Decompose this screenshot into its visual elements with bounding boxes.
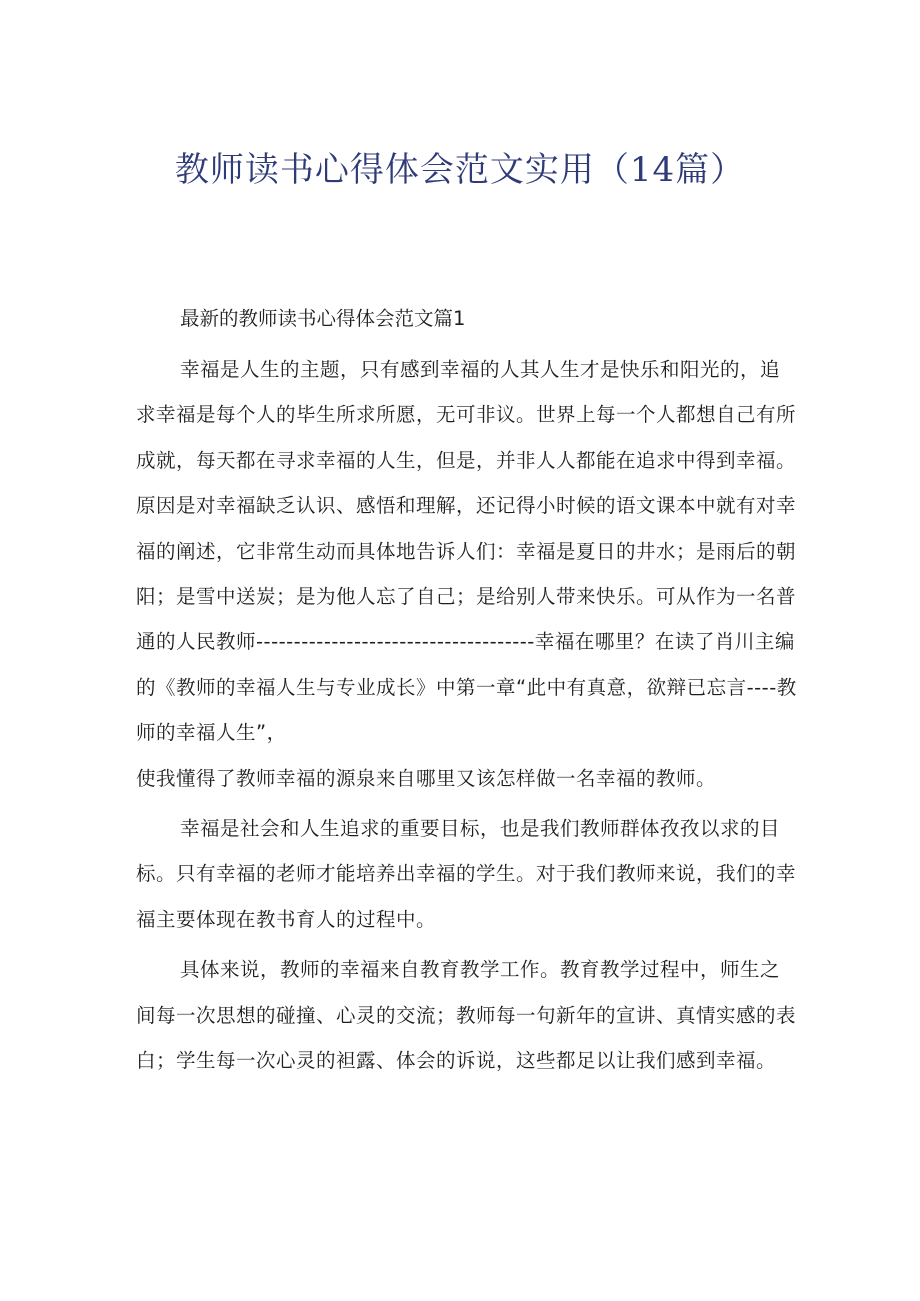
paragraph-1: 幸福是人生的主题，只有感到幸福的人其人生才是快乐和阳光的，追求幸福是每个人的毕生所求所愿，无可非议。世界上每一个人都想自己有所成就，每天都在寻求幸福的人生，但是，并非人人都能在追求中得到幸福。原因是对幸福缺乏认识、感悟和理解，还记得小时候的语文课本中就有对幸福的阐述，它非常生动而具体地告诉人们：幸福是夏日的井水；是雨后的朝阳；是雪中送炭；是为他人忘了自己；是给别人带来快乐。可从作为一名普通的人民教师-------------------------------------幸福在哪里？在读了肖川主编的《教师的幸福人生与专业成长》中第一章“此中有真意，欲辩已忘言----教师的幸福人生”， [136,358,797,745]
paragraph-3: 幸福是社会和人生追求的重要目标，也是我们教师群体孜孜以求的目标。只有幸福的老师才能培养出幸福的学生。对于我们教师来说，我们的幸福主要体现在教书育人的过程中。 [136,817,797,931]
section-heading: 最新的教师读书心得体会范文篇1 [180,307,466,330]
paragraph-2: 使我懂得了教师幸福的源泉来自哪里又该怎样做一名幸福的教师。 [136,766,717,790]
document-body [136,299,798,1084]
document-title: 教师读书心得体会范文实用（14篇） [174,150,746,190]
paragraph-4: 具体来说，教师的幸福来自教育教学工作。教育教学过程中，师生之间每一次思想的碰撞、心灵的交流；教师每一句新年的宣讲、真情实感的表白；学生每一次心灵的袒露、体会的诉说，这些都足以让我们感到幸福。 [136,958,797,1073]
